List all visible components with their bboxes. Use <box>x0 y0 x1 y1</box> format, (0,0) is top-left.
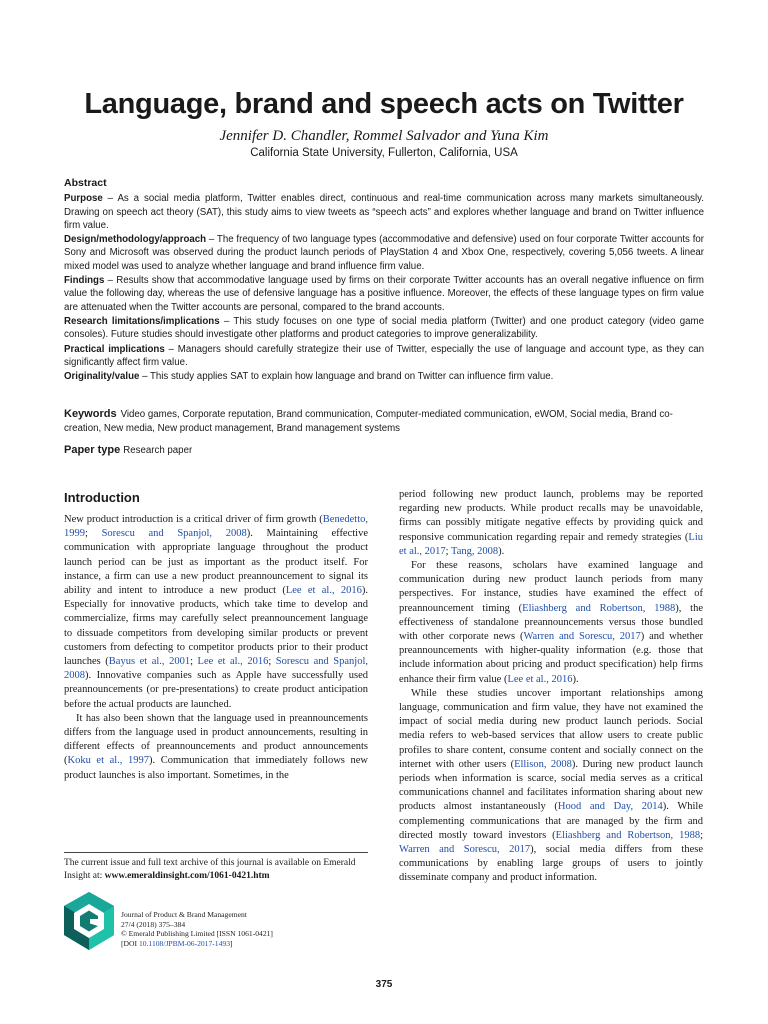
purpose-text: – As a social media platform, Twitter enables direct, continuous and real-time communication across many markets simultaneously. Drawing on speech act theory (SAT), this study aims to view tweets as “speech acts” and explores whether language and brand on Twitter influence firm value. <box>64 193 704 231</box>
body-text: ; <box>190 656 198 668</box>
journal-publisher: © Emerald Publishing Limited [ISSN 1061-0421] <box>121 929 273 939</box>
originality-label: Originality/value <box>64 371 140 383</box>
citation-link[interactable]: Koku et al., 1997 <box>67 755 150 767</box>
keywords-text: Video games, Corporate reputation, Brand communication, Computer-mediated communication, eWOM, Social media, Brand co-creation, New media, New product management, Brand management systems <box>64 409 673 434</box>
doi-link[interactable]: 10.1108/JPBM-06-2017-1493 <box>138 938 230 948</box>
footnote-divider <box>64 852 368 853</box>
body-text: ). During new product launch periods when information is scarce, social media serves as a critical communications channel and facilitates information sharing about new products almost instantaneously ( <box>399 758 703 813</box>
abstract-findings <box>64 274 704 314</box>
body-text: ; <box>445 545 452 557</box>
doi-prefix: [DOI <box>121 938 139 948</box>
body-text: ). While complementing communications that are managed by the firm and directed mostly toward investors ( <box>399 801 703 841</box>
body-text: period following new product launch, problems may be reported regarding new products. While product recalls may be unavoidable, firms can possibly mitigate negative effects by providing quick and responsive communication regarding repair and remedy strategies ( <box>399 489 703 543</box>
footnote <box>64 857 374 883</box>
citation-link[interactable]: Warren and Sorescu, 2017 <box>523 631 641 643</box>
abstract-purpose <box>64 192 704 232</box>
body-text: ). <box>572 673 579 685</box>
practical-text: – Managers should carefully strategize their use of Twitter, especially the use of language and account type, as they can significantly affect firm value. <box>64 343 704 368</box>
citation-link[interactable]: Sorescu and Spanjol, 2008 <box>64 656 369 682</box>
body-text: While these studies uncover important relationships among language, communication and firm value, they have not examined the impact of social media during new product launch periods. Social media refers to web-based services that allow users to create public profiles to share content, consume content and socially connect on the internet with other users ( <box>399 687 703 770</box>
purpose-label: Purpose <box>64 193 103 205</box>
article-affiliation: California State University, Fullerton, California, USA <box>250 147 518 159</box>
body-text: ). Maintaining effective communication with appropriate language throughout the product launch period can be just as important as the product itself. For instance, a firm can use a new product preannouncement to signal its ability and intent to introduce a new product ( <box>64 528 369 597</box>
intro-paragraph-1 <box>64 513 368 712</box>
citation-link[interactable]: Liu et al., 2017 <box>399 531 703 557</box>
body-text: ) and whether preannouncements with higher-quality information (e.g. those that include information about pricing and product specification) help firms enhance their firm value ( <box>399 631 703 685</box>
citation-link[interactable]: Lee et al., 2016 <box>197 656 269 668</box>
practical-label: Practical implications <box>64 343 165 355</box>
intro-paragraph-3 <box>399 488 703 559</box>
citation-link[interactable]: Eliashberg and Robertson, 1988 <box>555 829 701 841</box>
intro-paragraph-4 <box>399 559 703 687</box>
abstract-heading: Abstract <box>64 177 107 189</box>
journal-doi <box>121 939 273 949</box>
abstract-originality <box>64 370 704 383</box>
keywords <box>64 407 704 436</box>
body-text: ; <box>85 528 102 540</box>
citation-link[interactable]: Bayus et al., 2001 <box>108 656 191 668</box>
body-text: ; <box>700 829 703 841</box>
journal-issue: 27/4 (2018) 375–384 <box>121 919 186 929</box>
body-text: ). Communication that immediately follows new product launches is also important. Sometimes, in the <box>64 755 368 781</box>
findings-text: – Results show that accommodative language used by firms on their corporate Twitter accounts has an overall negative influence on firm value the following day, whereas the use of defensive language has a positive influence. Moreover, the effects of these language types on firm value are attenuated when the Twitter accounts are personal, compared to the brand accounts. <box>64 275 704 313</box>
citation-link[interactable]: Benedetto, 1999 <box>64 514 368 540</box>
body-text: ). Innovative companies such as Apple have successfully used preannouncements (or pre-presentations) to create product anticipation before the actual products are launched. <box>64 670 368 710</box>
paper-type <box>64 444 192 456</box>
citation-link[interactable]: Lee et al., 2016 <box>285 585 362 597</box>
limitations-text: – This study focuses on one type of social media platform (Twitter) and one product category (video game consoles). Future studies should investigate other platforms and product categories to improve generalizability. <box>64 315 704 341</box>
findings-label: Findings <box>64 275 105 287</box>
body-text: For these reasons, scholars have examined language and communication during new product launch periods from many perspectives. For instance, studies have examined the effect of preannouncement timing ( <box>399 560 703 614</box>
right-column <box>399 488 703 886</box>
abstract-design <box>64 233 704 273</box>
journal-name: Journal of Product & Brand Management <box>121 910 247 919</box>
abstract <box>64 177 704 384</box>
introduction-heading: Introduction <box>64 490 140 505</box>
citation-link[interactable]: Lee et al., 2016 <box>507 673 573 685</box>
design-text: – The frequency of two language types (accommodative and defensive) used on four corporate Twitter accounts for Sony and Microsoft was observed during the product launch periods of PlayStation 4 and Xbox One, respectively, covering 5,056 tweets. A linear mixed model was used to analyze whether language and brand influence firm value. <box>64 234 704 272</box>
limitations-label: Research limitations/implications <box>64 315 220 327</box>
body-text: ; <box>268 656 276 668</box>
keywords-label: Keywords <box>64 408 117 420</box>
body-text: ), social media differs from these communications by enabling large groups of users to jointly disseminate company and product information. <box>399 844 703 884</box>
doi-suffix: ] <box>230 938 233 948</box>
emerald-logo-icon <box>64 892 114 950</box>
body-text: ). <box>498 545 505 557</box>
intro-paragraph-2 <box>64 712 368 783</box>
body-text: ), the effectiveness of standalone preannouncements versus those bundled with other corporate news ( <box>399 602 703 643</box>
body-text: It has also been shown that the language used in preannouncements differs from the language used in product announcements, resulting in different effects of preannouncements and product announcements ( <box>64 712 368 767</box>
citation-link[interactable]: Ellison, 2008 <box>514 758 572 770</box>
design-label: Design/methodology/approach <box>64 234 207 246</box>
abstract-practical <box>64 343 704 370</box>
journal-url-link[interactable]: www.emeraldinsight.com/1061-0421.htm <box>104 871 270 881</box>
paper-type-label: Paper type <box>64 444 121 456</box>
abstract-limitations <box>64 315 704 342</box>
citation-link[interactable]: Sorescu and Spanjol, 2008 <box>101 528 247 540</box>
originality-text: – This study applies SAT to explain how language and brand on Twitter can influence firm value. <box>139 371 554 383</box>
citation-link[interactable]: Warren and Sorescu, 2017 <box>399 844 531 856</box>
left-column <box>64 513 368 783</box>
article-authors: Jennifer D. Chandler, Rommel Salvador and Yuna Kim <box>219 128 549 144</box>
footnote-text: The current issue and full text archive of this journal is available on Emerald Insight at: <box>64 858 356 881</box>
citation-link[interactable]: Eliashberg and Robertson, 1988 <box>522 602 676 614</box>
body-text: New product introduction is a critical driver of firm growth ( <box>64 514 323 525</box>
body-text: ). Especially for innovative products, which take time to develop and commercialize, firms may carefully select preannouncement language to dissuade competitors from developing similar products or prevent customers from defecting to competitor products prior to their product launches ( <box>64 585 369 668</box>
page-number: 375 <box>375 979 393 990</box>
citation-link[interactable]: Tang, 2008 <box>451 545 499 557</box>
journal-info <box>121 910 273 948</box>
citation-link[interactable]: Hood and Day, 2014 <box>557 801 663 813</box>
intro-paragraph-5 <box>399 687 703 886</box>
paper-type-value: Research paper <box>123 445 193 456</box>
article-title: Language, brand and speech acts on Twitter <box>84 88 684 120</box>
